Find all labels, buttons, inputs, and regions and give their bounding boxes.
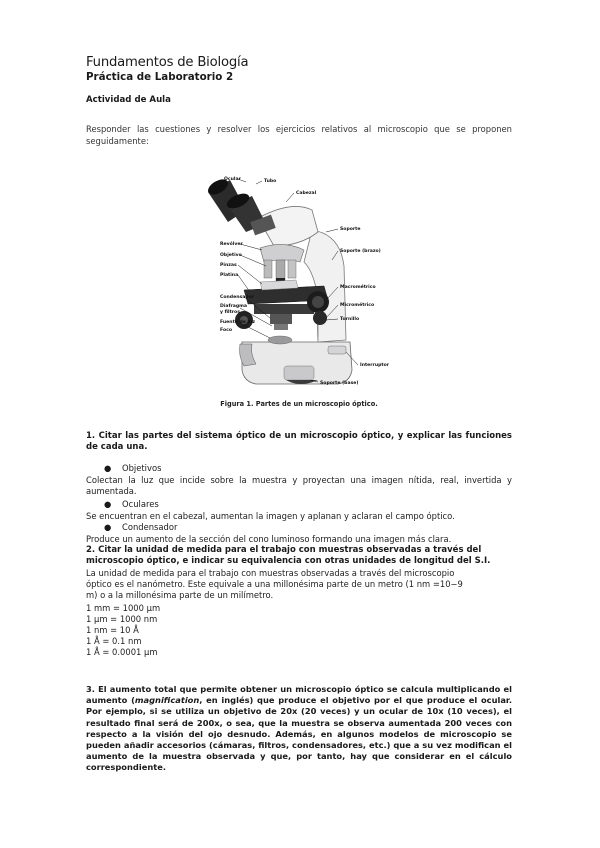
answer-line: La unidad de medida para el trabajo con muestras observadas a través del microscopio [86,568,455,578]
question-3 [86,684,512,774]
bullet-text: Produce un aumento de la sección del cono luminoso formando una imagen más clara. [86,534,452,544]
figure-caption: Figura 1. Partes de un microscopio óptico. [220,400,378,408]
bullet-icon: ● [104,463,112,473]
label-ocular: Ocular [224,177,241,182]
label-cabezal: Cabezal [296,191,317,196]
list-item [104,499,159,510]
equivalence-line: 1 Å = 0.1 nm [86,636,142,646]
document-title: Fundamentos de Biología [86,55,249,70]
label-soporte: Soporte [340,227,361,232]
label-pinzas: Pinzas [220,263,237,268]
label-micrometrico: Micrométrico [340,303,375,308]
label-diafragma: Diafragma [220,304,248,309]
microscope-figure [200,170,410,388]
label-platina: Platina [220,273,239,278]
label-base: Soporte (base) [320,381,359,386]
question-3-part-1: 3. El aumento total que permite obtener un microscopio óptico se calcula multiplicando el aumento ( [86,684,512,706]
question-2: 2. Citar la unidad de medida para el trabajo con muestras observadas a través del microscopio óptico, e indicar su equivalencia con otras unidades de longitud del S.I. [86,545,491,567]
activity-heading: Actividad de Aula [86,95,171,105]
bullet-text: Colectan la luz que incide sobre la muestra y proyectan una imagen nítida, real, invertida y aumentada. [86,475,512,497]
list-item [104,522,177,533]
label-revolver: Revólver [220,242,243,247]
bullet-text: Se encuentran en el cabezal, aumentan la imagen y aplanan y aclaran el campo óptico. [86,511,455,521]
label-objetivo: Objetivo [220,253,242,258]
magnification-term: magnification [134,695,200,706]
bullet-title: Oculares [122,499,159,509]
label-macrometrico: Macrométrico [340,285,376,290]
equivalence-line: 1 nm = 10 Å [86,625,139,635]
label-foco: Foco [220,328,232,333]
question-3-part-2: , en inglés) que produce el objetivo por el que produce el ocular. Por ejemplo, si se utiliza un objetivo de 20x (20 veces) y un ocular de 10x (10 veces), el resultado final será de 200x, o sea, que la muestra se observa aumentada 200 veces con respecto a la visión del ojo desnudo. Además, en algunos modelos de microscopio se pueden añadir accesorios (cámaras, filtros, condensadores, etc.) que a su vez modifican el aumento de la muestra observada y que, por tanto, hay que considerar en el cálculo correspondiente. [86,695,512,773]
equivalence-line: 1 µm = 1000 nm [86,614,158,624]
list-item [104,463,161,474]
question-1: 1. Citar las partes del sistema óptico de un microscopio óptico, y explicar las funciones de cada una. [86,431,512,453]
bullet-icon: ● [104,499,112,509]
bullet-title: Condensador [122,522,178,532]
label-fuente: Fuente de luz [220,320,255,325]
label-interruptor: Interruptor [360,363,389,368]
bullet-title: Objetivos [122,463,162,473]
document-subtitle: Práctica de Laboratorio 2 [86,71,234,83]
equivalence-line: 1 Å = 0.0001 µm [86,647,158,657]
intro-paragraph: Responder las cuestiones y resolver los ejercicios relativos al microscopio que se proponen seguidamente: [86,124,512,146]
answer-line: óptico es el nanómetro. Este equivale a una millonésima parte de un metro (1 nm =10−9 [86,579,463,589]
label-soporte-brazo: Soporte (brazo) [340,249,381,254]
equivalence-line: 1 mm = 1000 µm [86,603,161,613]
label-tornillo: Tornillo [340,317,360,322]
label-tubo: Tubo [264,179,277,184]
label-filtros: y filtros [220,310,240,315]
bullet-icon: ● [104,522,112,532]
label-condensador: Condensador [220,295,255,300]
answer-line: m) o a la millonésima parte de un milímetro. [86,590,274,600]
